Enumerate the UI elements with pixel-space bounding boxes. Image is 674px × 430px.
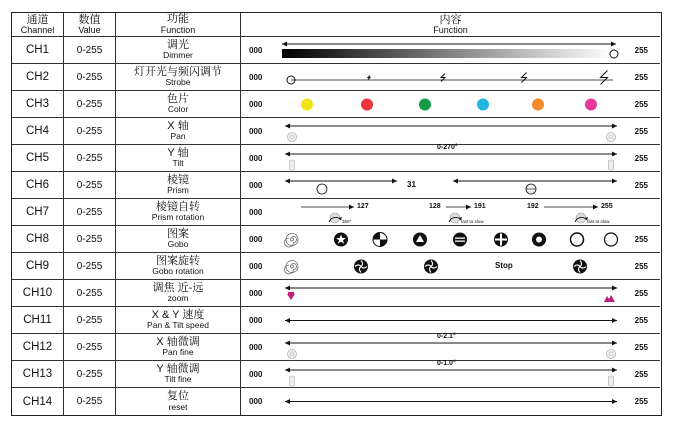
function-cell xyxy=(116,226,241,252)
ring-hole xyxy=(536,237,542,243)
arrow-head-right xyxy=(612,179,617,184)
color-dot-orange xyxy=(532,99,544,111)
channel-label: CH8 xyxy=(25,233,49,245)
mark-255: 255 xyxy=(601,203,613,210)
content-graphic xyxy=(241,388,660,415)
bar-2 xyxy=(455,241,465,242)
function-en: Prism xyxy=(167,185,189,196)
header-function-cn: 功能 xyxy=(167,13,189,25)
header-channel-en: Channel xyxy=(20,24,55,35)
function-cell xyxy=(116,172,241,198)
channel-label: CH4 xyxy=(25,125,49,137)
header-function xyxy=(116,13,241,36)
channel-label: CH9 xyxy=(25,260,49,272)
value-cell xyxy=(64,199,116,225)
value-cell xyxy=(64,145,116,171)
start-value: 000 xyxy=(249,289,263,298)
mark-191: 191 xyxy=(474,203,486,210)
content-graphic xyxy=(241,307,660,334)
function-cell xyxy=(116,361,241,387)
sub-360: 360° xyxy=(342,219,352,224)
channel-cell xyxy=(12,226,64,252)
channel-cell xyxy=(12,64,64,90)
function-en: Gobo rotation xyxy=(152,266,204,277)
function-cn: 调光 xyxy=(167,38,189,51)
channel-cell xyxy=(12,253,64,279)
value-range: 0-255 xyxy=(76,98,103,110)
value-range: 0-255 xyxy=(76,396,103,407)
start-value: 000 xyxy=(249,100,263,109)
table-row-ch13 xyxy=(12,361,660,388)
dimmer-gradient-bar xyxy=(282,49,612,58)
function-cell xyxy=(116,334,241,360)
function-en: Tilt fine xyxy=(164,374,192,385)
content-cell xyxy=(241,145,660,171)
start-value: 000 xyxy=(249,397,263,406)
mark-128: 128 xyxy=(429,203,441,210)
function-cell xyxy=(116,145,241,171)
value-range: 0-255 xyxy=(76,260,103,272)
content-graphic xyxy=(241,91,660,118)
value-range: 0-255 xyxy=(76,71,103,83)
channel-cell xyxy=(12,307,64,333)
cross-h xyxy=(495,239,507,241)
seg-2-head xyxy=(466,205,471,210)
arrow-head-right xyxy=(392,179,397,184)
table-row-ch14 xyxy=(12,388,660,415)
arrow-head-left xyxy=(285,318,290,323)
value-cell xyxy=(64,226,116,252)
table-row-ch6 xyxy=(12,172,660,199)
arrow-head-left xyxy=(282,42,287,47)
content-cell xyxy=(241,199,660,225)
channel-label: CH3 xyxy=(25,98,49,110)
header-value-en: Value xyxy=(78,24,101,35)
channel-label: CH12 xyxy=(22,341,53,353)
lightning-icon xyxy=(601,71,608,85)
value-range: 0-255 xyxy=(76,287,103,299)
value-range: 0-255 xyxy=(76,314,103,326)
arrow-head-left xyxy=(285,179,290,184)
function-cell xyxy=(116,253,241,279)
lightning-icon xyxy=(522,73,527,83)
zoom-near-bar xyxy=(288,292,294,294)
function-cn: Y 轴 xyxy=(167,146,189,159)
start-value: 000 xyxy=(249,370,263,379)
lightning-icon xyxy=(368,76,370,80)
arrow-head-left xyxy=(285,286,290,291)
content-cell xyxy=(241,334,660,360)
content-cell xyxy=(241,253,660,279)
function-cell xyxy=(116,199,241,225)
end-value: 255 xyxy=(634,235,648,244)
content-graphic xyxy=(241,226,660,253)
gobo-circle-icon-1 xyxy=(571,233,584,246)
value-range: 0-255 xyxy=(76,233,103,245)
pan-fine-note: 0-2.1° xyxy=(437,333,456,340)
tilt-fine-end-icon xyxy=(609,376,614,386)
end-value: 255 xyxy=(634,73,648,82)
function-en: Pan & Tilt speed xyxy=(147,320,209,331)
start-value: 000 xyxy=(249,316,263,325)
table-row-ch12 xyxy=(12,334,660,361)
table-header xyxy=(12,13,660,37)
function-en: zoom xyxy=(167,293,189,304)
value-range: 0-255 xyxy=(76,125,103,137)
function-cn: 色片 xyxy=(167,92,189,105)
value-cell xyxy=(64,307,116,333)
prism-mid-value: 31 xyxy=(407,180,416,189)
header-content xyxy=(241,13,660,36)
arrow-head-left xyxy=(285,124,290,129)
channel-label: CH13 xyxy=(22,368,53,380)
value-range: 0-255 xyxy=(76,44,103,56)
arrow-head-right xyxy=(612,399,617,404)
color-dot-yellow xyxy=(301,99,313,111)
arrow-head-right xyxy=(612,286,617,291)
channel-label: CH14 xyxy=(22,395,53,408)
arrow-head-right xyxy=(612,318,617,323)
start-value: 000 xyxy=(249,262,263,271)
value-range: 0-255 xyxy=(76,341,103,353)
function-en: Tilt xyxy=(172,158,184,169)
seg-1-head xyxy=(349,205,354,210)
end-value: 255 xyxy=(634,262,648,271)
sub-fast-to-slow-1: fast to slow xyxy=(461,219,484,224)
arrow-head-right xyxy=(612,152,617,157)
content-cell xyxy=(241,91,660,117)
table-row-ch4 xyxy=(12,118,660,145)
function-cn: X 轴微调 xyxy=(156,335,200,348)
table-row-ch11 xyxy=(12,307,660,334)
start-value: 000 xyxy=(249,235,263,244)
channel-cell xyxy=(12,361,64,387)
function-cell xyxy=(116,307,241,333)
gobo-stop-label: Stop xyxy=(495,261,513,270)
content-cell xyxy=(241,280,660,306)
start-value: 000 xyxy=(249,73,263,82)
channel-label: CH11 xyxy=(23,314,52,326)
content-graphic xyxy=(241,280,660,307)
arrow-head-left xyxy=(285,152,290,157)
tilt-range-note: 0-270° xyxy=(437,144,458,151)
function-cn: 调焦 近-远 xyxy=(152,281,204,294)
header-value xyxy=(64,13,116,36)
channel-label: CH1 xyxy=(25,44,49,56)
end-value: 255 xyxy=(634,289,648,298)
function-cell xyxy=(116,388,241,415)
channel-cell xyxy=(12,172,64,198)
table-row-ch1 xyxy=(12,37,660,64)
end-value: 255 xyxy=(634,181,648,190)
function-en: Prism rotation xyxy=(151,212,205,223)
function-cn: X 轴 xyxy=(167,119,189,132)
pan-end-icon xyxy=(607,133,616,142)
mark-127: 127 xyxy=(357,203,369,210)
header-content-cn: 内容 xyxy=(439,13,462,26)
function-cn: 图案旋转 xyxy=(156,254,200,267)
start-value: 000 xyxy=(249,46,263,55)
channel-cell xyxy=(12,388,64,415)
value-range: 0-255 xyxy=(76,206,103,218)
function-en: Color xyxy=(167,104,189,115)
table-row-ch2 xyxy=(12,64,660,91)
end-value: 255 xyxy=(634,343,648,352)
quadrant-b xyxy=(380,240,387,247)
prism-off-icon xyxy=(317,184,327,194)
tilt-start-icon xyxy=(290,160,295,170)
header-value-cn: 数值 xyxy=(78,13,101,26)
start-value: 000 xyxy=(249,127,263,136)
tilt-fine-start-icon xyxy=(290,376,295,386)
tilt-end-icon xyxy=(609,160,614,170)
content-graphic xyxy=(241,118,660,145)
function-cell xyxy=(116,280,241,306)
arrow-head-left xyxy=(285,341,290,346)
seg-3-head xyxy=(593,205,598,210)
pan-fine-start-icon xyxy=(288,350,297,359)
value-cell xyxy=(64,64,116,90)
content-cell xyxy=(241,118,660,144)
content-cell xyxy=(241,307,660,333)
end-value: 255 xyxy=(634,46,648,55)
mark-192: 192 xyxy=(527,203,539,210)
channel-cell xyxy=(12,199,64,225)
color-dot-cyan xyxy=(477,99,489,111)
value-cell xyxy=(64,388,116,415)
channel-cell xyxy=(12,145,64,171)
color-dot-red xyxy=(361,99,373,111)
end-value: 255 xyxy=(634,316,648,325)
arrow-head-right xyxy=(612,124,617,129)
function-cn: 灯开光与频闪调节 xyxy=(134,65,222,78)
value-range: 0-255 xyxy=(76,179,103,191)
gobo-bars-icon xyxy=(453,233,467,247)
color-dot-magenta xyxy=(585,99,597,111)
header-function-en: Function xyxy=(160,24,196,35)
table-row-ch7 xyxy=(12,199,660,226)
content-cell xyxy=(241,388,660,415)
pan-fine-end-icon xyxy=(607,350,616,359)
content-graphic xyxy=(241,64,660,91)
function-cn: 图案 xyxy=(167,227,189,240)
channel-cell xyxy=(12,118,64,144)
bar-1 xyxy=(455,238,465,239)
content-cell xyxy=(241,37,660,63)
function-cn: X & Y 速度 xyxy=(151,308,205,321)
table-row-ch5 xyxy=(12,145,660,172)
content-graphic xyxy=(241,37,660,64)
start-value: 000 xyxy=(249,343,263,352)
function-en: reset xyxy=(168,401,188,412)
value-cell xyxy=(64,334,116,360)
channel-cell xyxy=(12,334,64,360)
table-row-ch10 xyxy=(12,280,660,307)
color-dot-green xyxy=(419,99,431,111)
arrow-head-left xyxy=(285,368,290,373)
channel-label: CH2 xyxy=(25,71,49,83)
function-cell xyxy=(116,118,241,144)
content-cell xyxy=(241,361,660,387)
end-value: 255 xyxy=(634,370,648,379)
gobo-circle-icon-2 xyxy=(605,233,618,246)
sub-fast-to-slow-2: fast to slow xyxy=(587,219,610,224)
channel-label: CH6 xyxy=(25,179,49,191)
zoom-far-icon xyxy=(604,295,615,302)
start-value: 000 xyxy=(249,154,263,163)
function-en: Pan fine xyxy=(162,347,194,358)
lamp-on-icon xyxy=(610,50,618,58)
function-en: Gobo xyxy=(167,239,189,250)
arrow-head-left xyxy=(453,179,458,184)
channel-cell xyxy=(12,91,64,117)
channel-cell xyxy=(12,280,64,306)
content-graphic xyxy=(241,253,660,280)
value-cell xyxy=(64,91,116,117)
end-value: 255 xyxy=(634,100,648,109)
end-value: 255 xyxy=(634,397,648,406)
function-cn: 棱镜 xyxy=(167,173,189,186)
function-cn: 复位 xyxy=(167,390,189,403)
function-cell xyxy=(116,91,241,117)
content-cell xyxy=(241,172,660,198)
table-row-ch3 xyxy=(12,91,660,118)
value-cell xyxy=(64,172,116,198)
function-cell xyxy=(116,64,241,90)
header-channel xyxy=(12,13,64,36)
value-range: 0-255 xyxy=(76,152,103,164)
channel-label: CH5 xyxy=(25,152,49,164)
table-row-ch8 xyxy=(12,226,660,253)
start-value: 000 xyxy=(249,181,263,190)
dmx-channel-table xyxy=(11,12,662,416)
channel-label: CH7 xyxy=(25,206,49,218)
arrow-head-right xyxy=(612,341,617,346)
value-cell xyxy=(64,253,116,279)
content-cell xyxy=(241,226,660,252)
function-en: Strobe xyxy=(165,77,191,88)
channel-cell xyxy=(12,37,64,63)
arrow-head-right xyxy=(611,42,616,47)
end-value: 255 xyxy=(634,154,648,163)
function-en: Pan xyxy=(170,131,186,142)
arrow-head-left xyxy=(285,399,290,404)
function-en: Dimmer xyxy=(163,50,193,61)
content-graphic xyxy=(241,172,660,199)
end-value: 255 xyxy=(634,127,648,136)
tilt-fine-note: 0-1.0° xyxy=(437,360,456,367)
value-cell xyxy=(64,361,116,387)
pan-start-icon xyxy=(288,133,297,142)
value-range: 0-255 xyxy=(76,368,103,380)
function-cn: 棱镜自转 xyxy=(156,200,200,213)
header-channel-cn: 通道 xyxy=(26,13,49,26)
channel-label: CH10 xyxy=(22,287,53,299)
function-cell xyxy=(116,37,241,63)
zoom-near-icon xyxy=(287,294,295,300)
start-value: 000 xyxy=(249,208,263,217)
value-cell xyxy=(64,118,116,144)
function-cn: Y 轴微调 xyxy=(156,362,200,375)
table-row-ch9 xyxy=(12,253,660,280)
header-content-en: Function xyxy=(433,24,468,35)
quadrant-a xyxy=(373,233,380,240)
content-cell xyxy=(241,64,660,90)
arrow-head-right xyxy=(612,368,617,373)
value-cell xyxy=(64,37,116,63)
value-cell xyxy=(64,280,116,306)
